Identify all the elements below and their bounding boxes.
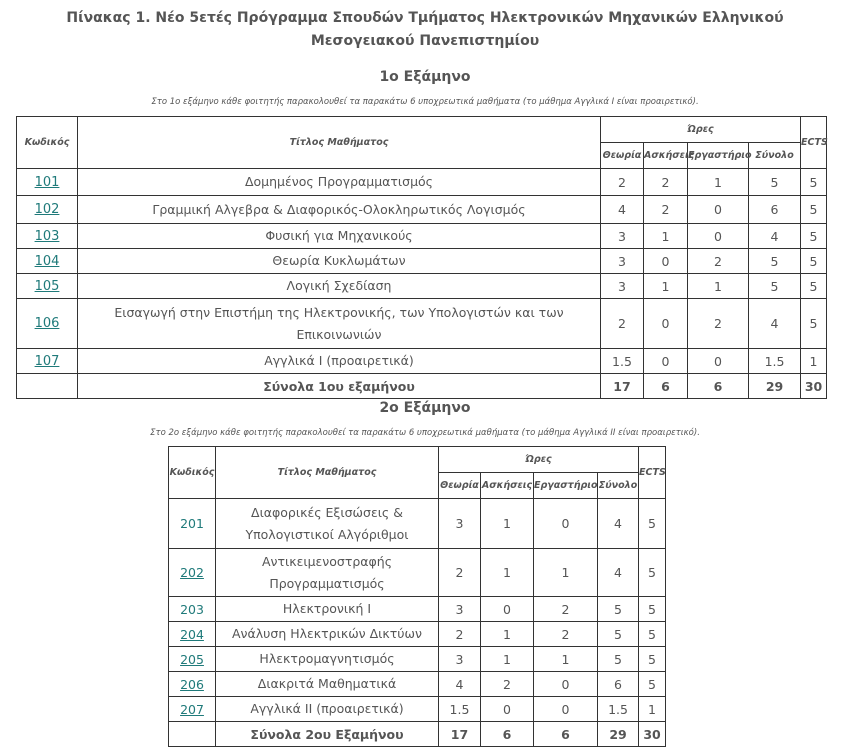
course-code-cell xyxy=(17,224,78,249)
course-sum: 6 xyxy=(749,196,801,224)
course-theory: 3 xyxy=(601,224,644,249)
course-lab: 0 xyxy=(534,499,598,549)
total-sum: 29 xyxy=(749,374,801,399)
course-lab: 2 xyxy=(534,597,598,622)
course-exercises: 0 xyxy=(481,697,534,722)
course-sum: 4 xyxy=(598,549,639,597)
semester-1-note: Στο 1ο εξάμηνο κάθε φοιτητής παρακολουθεί τα παρακάτω 6 υποχρεωτικά μαθήματα (το μάθημα Αγγλικά Ι είναι προαιρετικό). xyxy=(151,97,699,107)
course-sum: 5 xyxy=(749,274,801,299)
totals-empty-cell xyxy=(169,722,216,747)
header-hours: Ώρες xyxy=(439,447,639,473)
course-code-cell xyxy=(17,349,78,374)
course-code-cell xyxy=(169,697,216,722)
course-lab: 1 xyxy=(534,647,598,672)
course-exercises: 2 xyxy=(644,196,688,224)
course-ects: 5 xyxy=(801,196,827,224)
header-title: Τίτλος Μαθήματος xyxy=(216,447,439,499)
table-row xyxy=(17,274,827,299)
course-ects: 5 xyxy=(801,224,827,249)
course-exercises: 1 xyxy=(644,224,688,249)
course-ects: 5 xyxy=(801,169,827,196)
course-lab: 1 xyxy=(534,549,598,597)
header-code: Κωδικός xyxy=(169,447,216,499)
table-row xyxy=(169,499,666,549)
course-code-link[interactable]: 104 xyxy=(34,253,60,269)
course-sum: 5 xyxy=(598,597,639,622)
table-row xyxy=(17,349,827,374)
course-title: Διακριτά Μαθηματικά xyxy=(216,672,439,697)
course-title: Ηλεκτρονική Ι xyxy=(216,597,439,622)
header-theory: Θεωρία xyxy=(439,473,481,499)
table-row xyxy=(17,224,827,249)
total-lab: 6 xyxy=(688,374,749,399)
course-exercises: 0 xyxy=(481,597,534,622)
course-sum: 1.5 xyxy=(749,349,801,374)
course-theory: 2 xyxy=(601,299,644,349)
page-title: Πίνακας 1. Νέο 5ετές Πρόγραμμα Σπουδών Τμήματος Ηλεκτρονικών Μηχανικών Ελληνικού Μεσογειακού Πανεπιστημίου xyxy=(66,10,784,49)
course-theory: 3 xyxy=(601,274,644,299)
course-title: Εισαγωγή στην Επιστήμη της Ηλεκτρονικής, των Υπολογιστών και των Επικοινωνιών xyxy=(78,299,601,349)
header-exercises: Ασκήσεις xyxy=(644,143,688,169)
course-code-link[interactable]: 103 xyxy=(34,228,60,244)
course-code-cell xyxy=(169,672,216,697)
course-lab: 2 xyxy=(534,622,598,647)
course-lab: 0 xyxy=(534,672,598,697)
course-code-link[interactable]: 206 xyxy=(180,676,204,692)
table-row xyxy=(169,647,666,672)
total-ects: 30 xyxy=(639,722,666,747)
course-lab: 0 xyxy=(688,224,749,249)
semester-2-heading: 2ο Εξάμηνο xyxy=(379,400,471,416)
course-lab: 1 xyxy=(688,169,749,196)
course-lab: 2 xyxy=(688,249,749,274)
course-sum: 5 xyxy=(598,647,639,672)
course-sum: 4 xyxy=(598,499,639,549)
course-theory: 2 xyxy=(439,549,481,597)
course-ects: 1 xyxy=(801,349,827,374)
table-row xyxy=(169,549,666,597)
course-exercises: 2 xyxy=(644,169,688,196)
course-code-cell xyxy=(169,597,216,622)
course-code-cell xyxy=(169,622,216,647)
course-exercises: 2 xyxy=(481,672,534,697)
course-exercises: 0 xyxy=(644,299,688,349)
course-ects: 5 xyxy=(801,274,827,299)
total-theory: 17 xyxy=(439,722,481,747)
course-ects: 5 xyxy=(801,249,827,274)
course-lab: 0 xyxy=(688,349,749,374)
course-sum: 5 xyxy=(749,169,801,196)
course-theory: 2 xyxy=(439,622,481,647)
course-sum: 4 xyxy=(749,299,801,349)
totals-row xyxy=(17,374,827,399)
totals-label: Σύνολα 1ου εξαμήνου xyxy=(78,374,601,399)
course-title: Λογική Σχεδίαση xyxy=(78,274,601,299)
header-title: Τίτλος Μαθήματος xyxy=(78,117,601,169)
header-sum: Σύνολο xyxy=(598,473,639,499)
totals-label: Σύνολα 2ου Εξαμήνου xyxy=(216,722,439,747)
course-title: Αγγλικά ΙΙ (προαιρετικά) xyxy=(216,697,439,722)
course-exercises: 1 xyxy=(481,549,534,597)
course-code-cell xyxy=(17,249,78,274)
course-ects: 5 xyxy=(639,622,666,647)
course-title: Φυσική για Μηχανικούς xyxy=(78,224,601,249)
course-ects: 5 xyxy=(801,299,827,349)
total-lab: 6 xyxy=(534,722,598,747)
course-code-cell xyxy=(17,169,78,196)
course-code-link[interactable]: 205 xyxy=(180,651,204,667)
header-code: Κωδικός xyxy=(17,117,78,169)
course-code-cell xyxy=(169,647,216,672)
table-row xyxy=(169,622,666,647)
course-code-link[interactable]: 203 xyxy=(180,601,204,617)
header-lab: Εργαστήριο xyxy=(688,143,749,169)
course-ects: 1 xyxy=(639,697,666,722)
course-exercises: 1 xyxy=(481,647,534,672)
course-ects: 5 xyxy=(639,549,666,597)
course-theory: 3 xyxy=(439,499,481,549)
total-ects: 30 xyxy=(801,374,827,399)
course-lab: 0 xyxy=(534,697,598,722)
course-title: Γραμμική Αλγεβρα & Διαφορικός-Ολοκληρωτικός Λογισμός xyxy=(78,196,601,224)
header-ects: ECTS xyxy=(801,117,827,169)
totals-row xyxy=(169,722,666,747)
semester-2-note: Στο 2ο εξάμηνο κάθε φοιτητής παρακολουθεί τα παρακάτω 6 υποχρεωτικά μαθήματα (το μάθημα Αγγλικά ΙΙ είναι προαιρετικό). xyxy=(150,428,700,438)
semester-1-heading: 1ο Εξάμηνο xyxy=(379,69,471,85)
total-sum: 29 xyxy=(598,722,639,747)
course-exercises: 0 xyxy=(644,249,688,274)
course-title: Αγγλικά Ι (προαιρετικά) xyxy=(78,349,601,374)
course-code-link[interactable]: 202 xyxy=(180,565,204,580)
course-theory: 1.5 xyxy=(601,349,644,374)
course-exercises: 1 xyxy=(644,274,688,299)
course-code-link[interactable]: 207 xyxy=(180,701,204,717)
semester-2-table xyxy=(168,446,666,747)
totals-empty-cell xyxy=(17,374,78,399)
course-title: Διαφορικές Εξισώσεις & Υπολογιστικοί Αλγόριθμοι xyxy=(216,499,439,549)
course-code-link[interactable]: 107 xyxy=(34,353,60,369)
course-code-link[interactable]: 201 xyxy=(180,516,204,531)
course-code-link[interactable]: 101 xyxy=(34,174,60,190)
course-code-cell xyxy=(17,299,78,349)
course-sum: 5 xyxy=(749,249,801,274)
course-theory: 4 xyxy=(439,672,481,697)
header-exercises: Ασκήσεις xyxy=(481,473,534,499)
total-exercises: 6 xyxy=(481,722,534,747)
course-sum: 1.5 xyxy=(598,697,639,722)
header-sum: Σύνολο xyxy=(749,143,801,169)
course-theory: 3 xyxy=(439,597,481,622)
course-code-cell xyxy=(169,499,216,549)
course-ects: 5 xyxy=(639,647,666,672)
header-ects: ECTS xyxy=(639,447,666,499)
course-exercises: 1 xyxy=(481,622,534,647)
course-code-cell xyxy=(17,274,78,299)
course-ects: 5 xyxy=(639,672,666,697)
course-lab: 2 xyxy=(688,299,749,349)
table-row xyxy=(17,169,827,196)
total-exercises: 6 xyxy=(644,374,688,399)
semester-1-table xyxy=(16,116,827,399)
header-theory: Θεωρία xyxy=(601,143,644,169)
course-sum: 4 xyxy=(749,224,801,249)
total-theory: 17 xyxy=(601,374,644,399)
course-code-cell xyxy=(169,549,216,597)
course-code-link[interactable]: 204 xyxy=(180,626,204,642)
course-title: Ηλεκτρομαγνητισμός xyxy=(216,647,439,672)
course-lab: 1 xyxy=(688,274,749,299)
course-theory: 3 xyxy=(601,249,644,274)
course-title: Ανάλυση Ηλεκτρικών Δικτύων xyxy=(216,622,439,647)
course-exercises: 0 xyxy=(644,349,688,374)
course-lab: 0 xyxy=(688,196,749,224)
course-title: Δομημένος Προγραμματισμός xyxy=(78,169,601,196)
course-exercises: 1 xyxy=(481,499,534,549)
course-theory: 2 xyxy=(601,169,644,196)
course-code-link[interactable]: 106 xyxy=(34,316,60,331)
course-code-cell xyxy=(17,196,78,224)
table-row xyxy=(17,249,827,274)
course-title: Αντικειμενοστραφής Προγραμματισμός xyxy=(216,549,439,597)
course-code-link[interactable]: 105 xyxy=(34,278,60,294)
course-ects: 5 xyxy=(639,597,666,622)
course-sum: 6 xyxy=(598,672,639,697)
course-ects: 5 xyxy=(639,499,666,549)
course-title: Θεωρία Κυκλωμάτων xyxy=(78,249,601,274)
table-row xyxy=(17,299,827,349)
table-row xyxy=(169,697,666,722)
header-lab: Εργαστήριο xyxy=(534,473,598,499)
course-theory: 1.5 xyxy=(439,697,481,722)
table-row xyxy=(17,196,827,224)
course-code-link[interactable]: 102 xyxy=(34,202,60,217)
course-sum: 5 xyxy=(598,622,639,647)
course-theory: 4 xyxy=(601,196,644,224)
table-row xyxy=(169,672,666,697)
course-theory: 3 xyxy=(439,647,481,672)
header-hours: Ώρες xyxy=(601,117,801,143)
table-row xyxy=(169,597,666,622)
